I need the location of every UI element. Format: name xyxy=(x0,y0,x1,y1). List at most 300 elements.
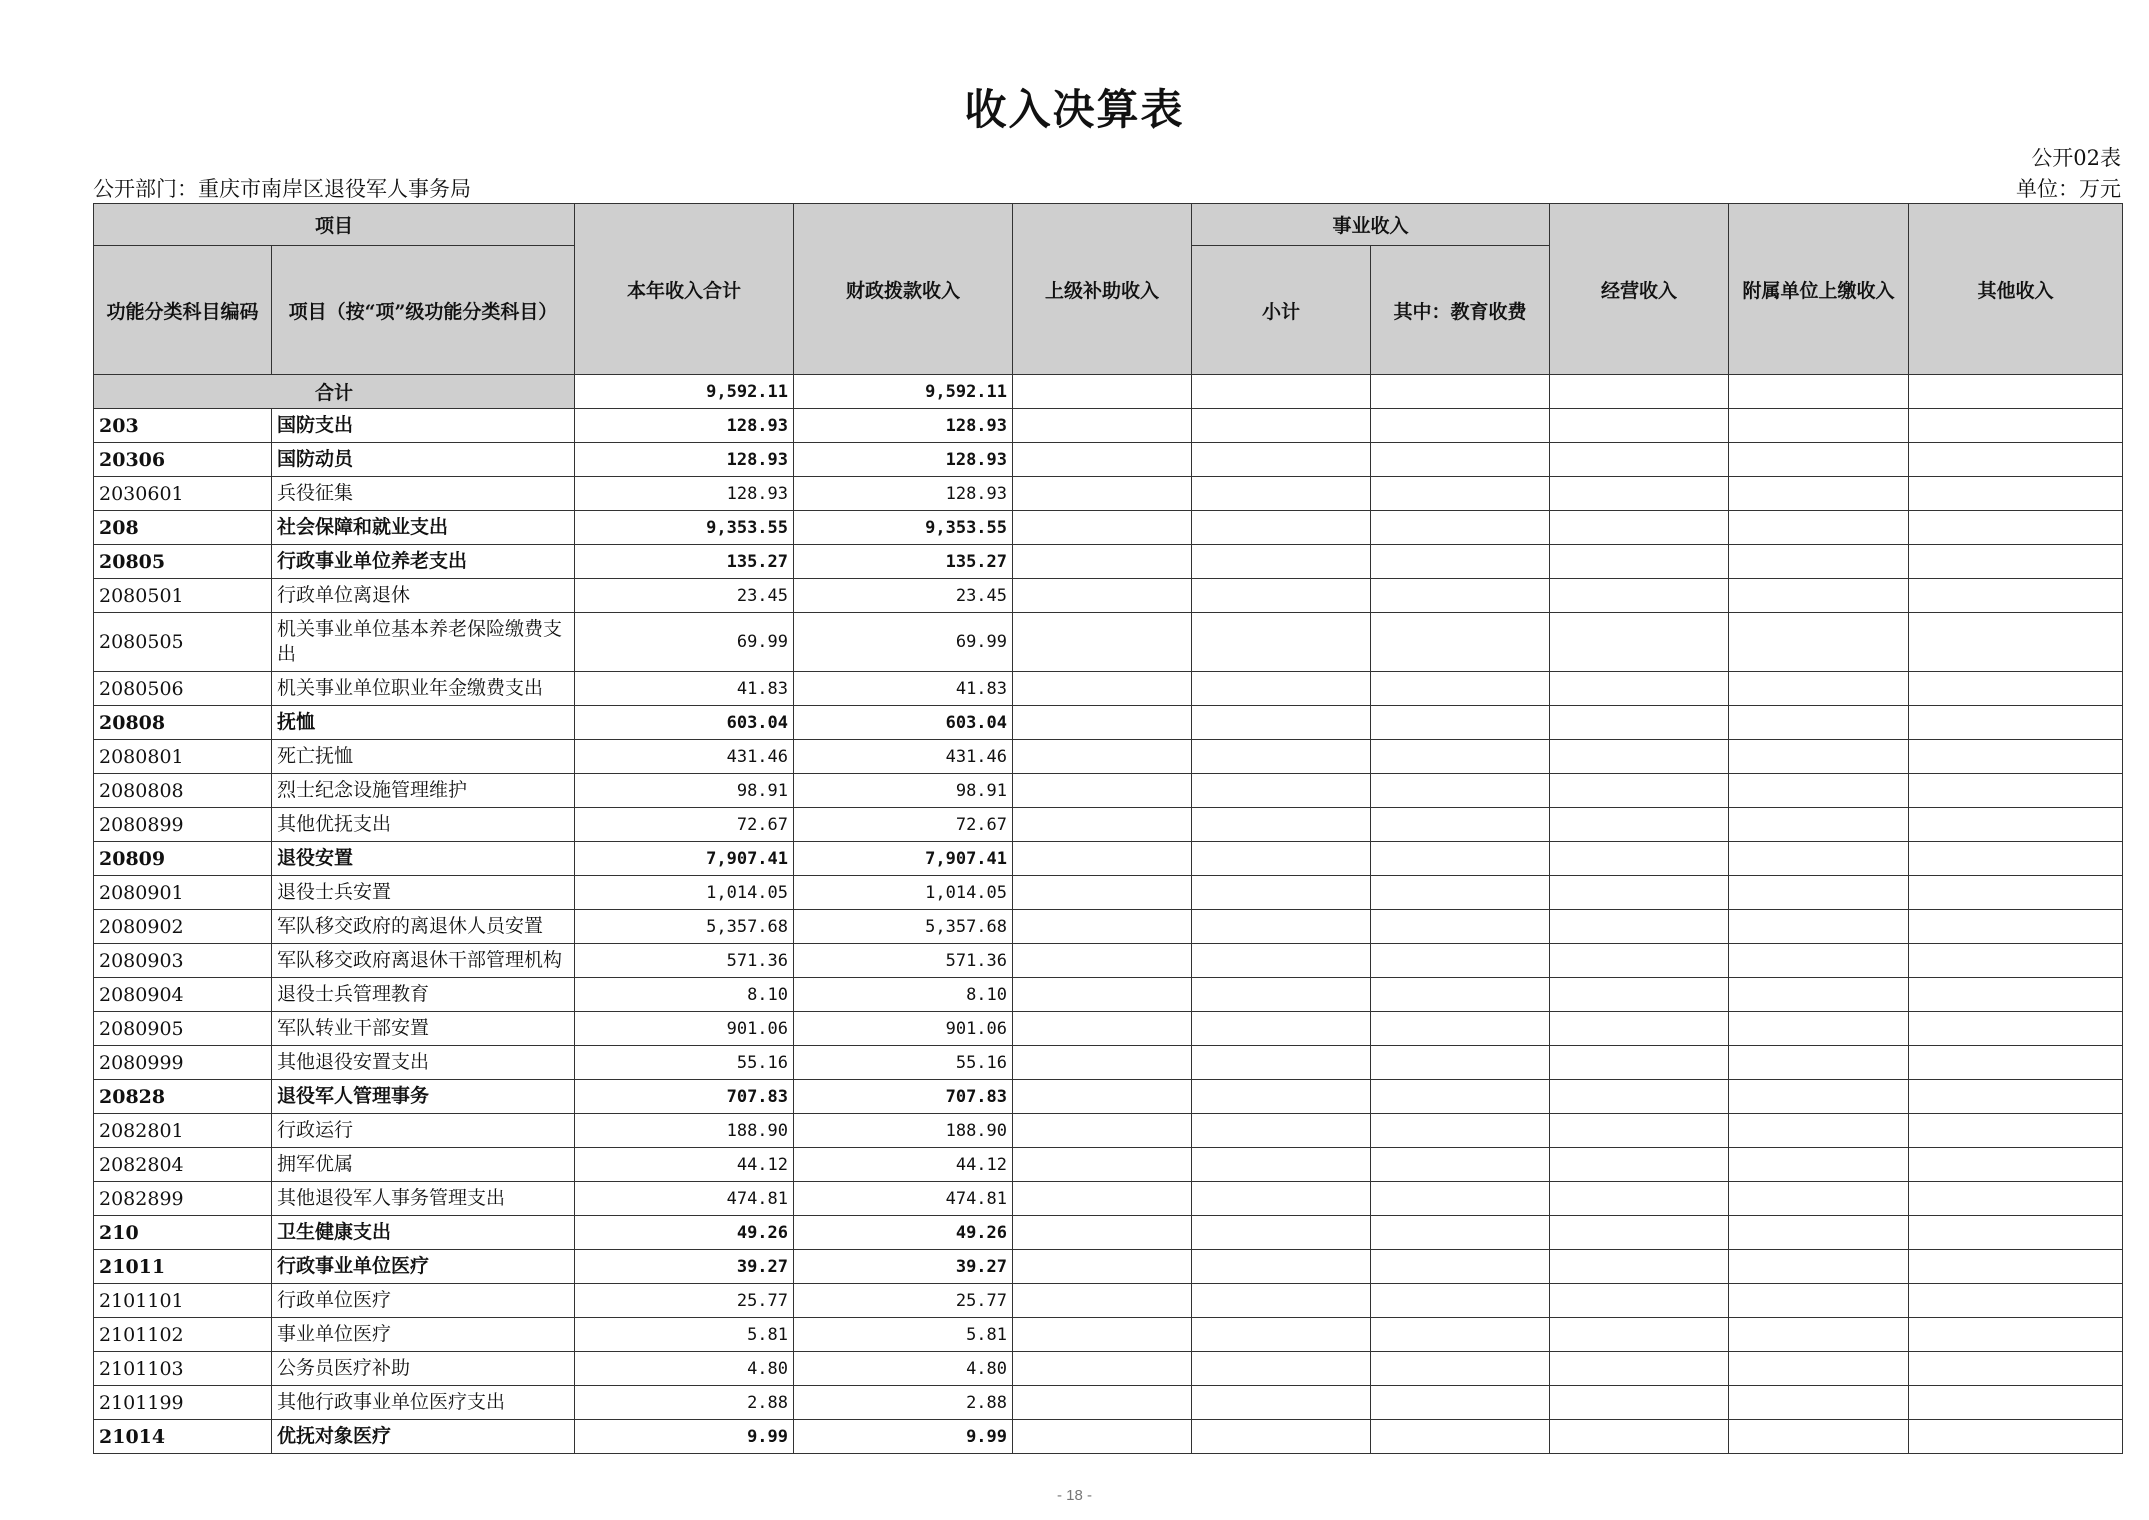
empty-cell xyxy=(1909,944,2123,978)
code-cell: 2080903 xyxy=(94,944,272,978)
table-row xyxy=(94,1012,2123,1046)
table-row xyxy=(94,1318,2123,1352)
name-cell: 军队移交政府的离退休人员安置 xyxy=(272,910,575,944)
code-cell: 2080899 xyxy=(94,808,272,842)
empty-cell xyxy=(1550,774,1729,808)
empty-cell xyxy=(1729,672,1909,706)
empty-cell xyxy=(1192,1284,1371,1318)
fiscal-income-cell: 25.77 xyxy=(794,1284,1013,1318)
empty-cell xyxy=(1909,1318,2123,1352)
empty-cell xyxy=(1192,545,1371,579)
header-other: 其他收入 xyxy=(1909,204,2123,375)
empty-cell xyxy=(1550,1250,1729,1284)
empty-cell xyxy=(1013,1080,1192,1114)
code-cell: 2080501 xyxy=(94,579,272,613)
empty-cell xyxy=(1371,876,1550,910)
table-row xyxy=(94,1250,2123,1284)
empty-cell xyxy=(1909,613,2123,672)
empty-cell xyxy=(1371,944,1550,978)
empty-cell xyxy=(1371,579,1550,613)
empty-cell xyxy=(1550,409,1729,443)
total-income-cell: 23.45 xyxy=(575,579,794,613)
empty-cell xyxy=(1550,545,1729,579)
empty-cell xyxy=(1909,808,2123,842)
empty-cell xyxy=(1550,579,1729,613)
empty-cell xyxy=(1013,1386,1192,1420)
fiscal-income-cell: 571.36 xyxy=(794,944,1013,978)
table-row xyxy=(94,545,2123,579)
empty-cell xyxy=(1909,978,2123,1012)
fiscal-income-cell: 128.93 xyxy=(794,443,1013,477)
empty-cell xyxy=(1013,477,1192,511)
name-cell: 卫生健康支出 xyxy=(272,1216,575,1250)
table-row xyxy=(94,1046,2123,1080)
empty-cell xyxy=(1909,672,2123,706)
table-row xyxy=(94,672,2123,706)
name-cell: 死亡抚恤 xyxy=(272,740,575,774)
name-cell: 优抚对象医疗 xyxy=(272,1420,575,1454)
table-row xyxy=(94,944,2123,978)
name-cell: 其他退役军人事务管理支出 xyxy=(272,1182,575,1216)
empty-cell xyxy=(1192,740,1371,774)
total-income-cell: 55.16 xyxy=(575,1046,794,1080)
empty-cell xyxy=(1013,1352,1192,1386)
unit-label: 单位：万元 xyxy=(2016,177,2121,201)
empty-cell xyxy=(1192,477,1371,511)
empty-cell xyxy=(1371,1420,1550,1454)
empty-cell xyxy=(1909,842,2123,876)
table-row xyxy=(94,409,2123,443)
empty-cell xyxy=(1371,477,1550,511)
empty-cell xyxy=(1729,613,1909,672)
total-income-cell: 98.91 xyxy=(575,774,794,808)
total-income-cell: 474.81 xyxy=(575,1182,794,1216)
total-income-cell: 188.90 xyxy=(575,1114,794,1148)
total-income-cell: 901.06 xyxy=(575,1012,794,1046)
table-row xyxy=(94,1284,2123,1318)
code-cell: 2080808 xyxy=(94,774,272,808)
header-business-group: 事业收入 xyxy=(1192,204,1550,246)
empty-cell xyxy=(1909,1352,2123,1386)
empty-cell xyxy=(1192,613,1371,672)
page-title: 收入决算表 xyxy=(964,85,1185,134)
header-education: 其中：教育收费 xyxy=(1371,246,1550,375)
empty-cell xyxy=(1013,579,1192,613)
total-income-cell: 603.04 xyxy=(575,706,794,740)
name-cell: 行政事业单位医疗 xyxy=(272,1250,575,1284)
total-income-cell: 9,353.55 xyxy=(575,511,794,545)
empty-cell xyxy=(1550,808,1729,842)
table-row xyxy=(94,706,2123,740)
empty-cell xyxy=(1013,443,1192,477)
total-income-cell: 7,907.41 xyxy=(575,842,794,876)
name-cell: 行政事业单位养老支出 xyxy=(272,545,575,579)
empty-cell xyxy=(1729,842,1909,876)
empty-cell xyxy=(1729,944,1909,978)
table-row xyxy=(94,579,2123,613)
total-income-cell: 9,592.11 xyxy=(575,375,794,409)
header-subtotal: 小计 xyxy=(1192,246,1371,375)
empty-cell xyxy=(1013,409,1192,443)
total-income-cell: 69.99 xyxy=(575,613,794,672)
empty-cell xyxy=(1909,1046,2123,1080)
name-cell: 烈士纪念设施管理维护 xyxy=(272,774,575,808)
total-income-cell: 2.88 xyxy=(575,1386,794,1420)
empty-cell xyxy=(1550,1386,1729,1420)
name-cell: 其他行政事业单位医疗支出 xyxy=(272,1386,575,1420)
empty-cell xyxy=(1192,1080,1371,1114)
total-income-cell: 8.10 xyxy=(575,978,794,1012)
empty-cell xyxy=(1909,774,2123,808)
empty-cell xyxy=(1909,1012,2123,1046)
empty-cell xyxy=(1729,978,1909,1012)
code-cell: 2101101 xyxy=(94,1284,272,1318)
empty-cell xyxy=(1550,375,1729,409)
empty-cell xyxy=(1192,910,1371,944)
name-cell: 退役士兵管理教育 xyxy=(272,978,575,1012)
empty-cell xyxy=(1729,1420,1909,1454)
empty-cell xyxy=(1550,1216,1729,1250)
empty-cell xyxy=(1013,1420,1192,1454)
empty-cell xyxy=(1729,876,1909,910)
empty-cell xyxy=(1371,1318,1550,1352)
empty-cell xyxy=(1192,1386,1371,1420)
name-cell: 公务员医疗补助 xyxy=(272,1352,575,1386)
empty-cell xyxy=(1729,808,1909,842)
empty-cell xyxy=(1909,1420,2123,1454)
empty-cell xyxy=(1909,910,2123,944)
fiscal-income-cell: 128.93 xyxy=(794,409,1013,443)
empty-cell xyxy=(1729,1114,1909,1148)
empty-cell xyxy=(1909,477,2123,511)
code-cell: 2082801 xyxy=(94,1114,272,1148)
fiscal-income-cell: 98.91 xyxy=(794,774,1013,808)
empty-cell xyxy=(1192,409,1371,443)
empty-cell xyxy=(1729,443,1909,477)
empty-cell xyxy=(1729,1216,1909,1250)
code-cell: 2082899 xyxy=(94,1182,272,1216)
empty-cell xyxy=(1371,1182,1550,1216)
empty-cell xyxy=(1192,876,1371,910)
name-cell: 机关事业单位基本养老保险缴费支出 xyxy=(272,613,575,672)
name-cell: 其他优抚支出 xyxy=(272,808,575,842)
empty-cell xyxy=(1371,375,1550,409)
empty-cell xyxy=(1013,774,1192,808)
empty-cell xyxy=(1729,1250,1909,1284)
empty-cell xyxy=(1192,1216,1371,1250)
total-row xyxy=(94,375,2123,409)
empty-cell xyxy=(1371,613,1550,672)
empty-cell xyxy=(1192,1148,1371,1182)
empty-cell xyxy=(1371,1352,1550,1386)
empty-cell xyxy=(1013,375,1192,409)
header-func-code: 功能分类科目编码 xyxy=(94,246,272,375)
empty-cell xyxy=(1371,774,1550,808)
empty-cell xyxy=(1013,944,1192,978)
fiscal-income-cell: 5,357.68 xyxy=(794,910,1013,944)
empty-cell xyxy=(1550,613,1729,672)
empty-cell xyxy=(1550,1012,1729,1046)
empty-cell xyxy=(1909,1114,2123,1148)
empty-cell xyxy=(1729,1080,1909,1114)
fiscal-income-cell: 2.88 xyxy=(794,1386,1013,1420)
total-income-cell: 4.80 xyxy=(575,1352,794,1386)
empty-cell xyxy=(1550,511,1729,545)
empty-cell xyxy=(1013,740,1192,774)
empty-cell xyxy=(1013,1182,1192,1216)
fiscal-income-cell: 8.10 xyxy=(794,978,1013,1012)
empty-cell xyxy=(1013,1046,1192,1080)
code-cell: 210 xyxy=(94,1216,272,1250)
empty-cell xyxy=(1013,1148,1192,1182)
empty-cell xyxy=(1550,1182,1729,1216)
name-cell: 退役安置 xyxy=(272,842,575,876)
code-cell: 2080505 xyxy=(94,613,272,672)
empty-cell xyxy=(1192,1046,1371,1080)
department-label: 公开部门：重庆市南岸区退役军人事务局 xyxy=(93,177,471,201)
empty-cell xyxy=(1013,613,1192,672)
total-income-cell: 571.36 xyxy=(575,944,794,978)
page-number: - 18 - xyxy=(1056,1487,1092,1504)
name-cell: 拥军优属 xyxy=(272,1148,575,1182)
empty-cell xyxy=(1550,1046,1729,1080)
name-cell: 军队转业干部安置 xyxy=(272,1012,575,1046)
empty-cell xyxy=(1192,1352,1371,1386)
empty-cell xyxy=(1013,545,1192,579)
table-row xyxy=(94,1216,2123,1250)
empty-cell xyxy=(1550,706,1729,740)
empty-cell xyxy=(1550,1284,1729,1318)
fiscal-income-cell: 55.16 xyxy=(794,1046,1013,1080)
fiscal-income-cell: 431.46 xyxy=(794,740,1013,774)
table-row xyxy=(94,1080,2123,1114)
code-cell: 20805 xyxy=(94,545,272,579)
empty-cell xyxy=(1192,944,1371,978)
total-income-cell: 41.83 xyxy=(575,672,794,706)
empty-cell xyxy=(1909,443,2123,477)
total-income-cell: 5,357.68 xyxy=(575,910,794,944)
empty-cell xyxy=(1909,740,2123,774)
empty-cell xyxy=(1371,1046,1550,1080)
total-income-cell: 39.27 xyxy=(575,1250,794,1284)
fiscal-income-cell: 72.67 xyxy=(794,808,1013,842)
name-cell: 事业单位医疗 xyxy=(272,1318,575,1352)
empty-cell xyxy=(1909,1216,2123,1250)
empty-cell xyxy=(1550,1318,1729,1352)
empty-cell xyxy=(1550,910,1729,944)
fiscal-income-cell: 4.80 xyxy=(794,1352,1013,1386)
empty-cell xyxy=(1371,842,1550,876)
code-cell: 2080999 xyxy=(94,1046,272,1080)
code-cell: 2080801 xyxy=(94,740,272,774)
code-cell: 2080905 xyxy=(94,1012,272,1046)
empty-cell xyxy=(1192,1182,1371,1216)
fiscal-income-cell: 44.12 xyxy=(794,1148,1013,1182)
empty-cell xyxy=(1550,740,1729,774)
empty-cell xyxy=(1550,1148,1729,1182)
empty-cell xyxy=(1371,1250,1550,1284)
empty-cell xyxy=(1192,1420,1371,1454)
header-total: 本年收入合计 xyxy=(575,204,794,375)
fiscal-income-cell: 474.81 xyxy=(794,1182,1013,1216)
name-cell: 行政单位医疗 xyxy=(272,1284,575,1318)
table-row xyxy=(94,1148,2123,1182)
empty-cell xyxy=(1192,706,1371,740)
table-row xyxy=(94,1182,2123,1216)
code-cell: 2030601 xyxy=(94,477,272,511)
empty-cell xyxy=(1550,1080,1729,1114)
code-cell: 20808 xyxy=(94,706,272,740)
empty-cell xyxy=(1371,1216,1550,1250)
total-income-cell: 128.93 xyxy=(575,443,794,477)
empty-cell xyxy=(1371,1284,1550,1318)
table-row xyxy=(94,842,2123,876)
empty-cell xyxy=(1371,1148,1550,1182)
empty-cell xyxy=(1192,1318,1371,1352)
empty-cell xyxy=(1192,1114,1371,1148)
total-income-cell: 9.99 xyxy=(575,1420,794,1454)
name-cell: 行政运行 xyxy=(272,1114,575,1148)
name-cell: 行政单位离退休 xyxy=(272,579,575,613)
empty-cell xyxy=(1371,740,1550,774)
table-row xyxy=(94,910,2123,944)
empty-cell xyxy=(1371,1080,1550,1114)
empty-cell xyxy=(1550,1114,1729,1148)
total-income-cell: 5.81 xyxy=(575,1318,794,1352)
total-income-cell: 135.27 xyxy=(575,545,794,579)
fiscal-income-cell: 69.99 xyxy=(794,613,1013,672)
empty-cell xyxy=(1909,1386,2123,1420)
empty-cell xyxy=(1192,375,1371,409)
form-number: 公开02表 xyxy=(2031,146,2121,170)
empty-cell xyxy=(1192,978,1371,1012)
code-cell: 2101103 xyxy=(94,1352,272,1386)
empty-cell xyxy=(1013,511,1192,545)
empty-cell xyxy=(1192,1250,1371,1284)
code-cell: 208 xyxy=(94,511,272,545)
fiscal-income-cell: 135.27 xyxy=(794,545,1013,579)
empty-cell xyxy=(1729,910,1909,944)
code-cell: 20809 xyxy=(94,842,272,876)
total-income-cell: 128.93 xyxy=(575,409,794,443)
name-cell: 退役士兵安置 xyxy=(272,876,575,910)
empty-cell xyxy=(1729,1318,1909,1352)
total-income-cell: 49.26 xyxy=(575,1216,794,1250)
empty-cell xyxy=(1729,706,1909,740)
empty-cell xyxy=(1013,1114,1192,1148)
empty-cell xyxy=(1729,477,1909,511)
empty-cell xyxy=(1371,545,1550,579)
total-label: 合计 xyxy=(94,375,575,409)
empty-cell xyxy=(1371,409,1550,443)
header-affiliated: 附属单位上缴收入 xyxy=(1729,204,1909,375)
code-cell: 20306 xyxy=(94,443,272,477)
table-row xyxy=(94,1114,2123,1148)
name-cell: 军队移交政府离退休干部管理机构 xyxy=(272,944,575,978)
name-cell: 退役军人管理事务 xyxy=(272,1080,575,1114)
name-cell: 抚恤 xyxy=(272,706,575,740)
empty-cell xyxy=(1371,978,1550,1012)
empty-cell xyxy=(1192,511,1371,545)
empty-cell xyxy=(1371,672,1550,706)
empty-cell xyxy=(1729,1284,1909,1318)
empty-cell xyxy=(1192,672,1371,706)
empty-cell xyxy=(1909,1148,2123,1182)
empty-cell xyxy=(1371,511,1550,545)
code-cell: 2101199 xyxy=(94,1386,272,1420)
fiscal-income-cell: 9.99 xyxy=(794,1420,1013,1454)
total-income-cell: 1,014.05 xyxy=(575,876,794,910)
empty-cell xyxy=(1013,876,1192,910)
empty-cell xyxy=(1909,1182,2123,1216)
empty-cell xyxy=(1729,740,1909,774)
header-item-group: 项目 xyxy=(94,204,575,246)
name-cell: 国防动员 xyxy=(272,443,575,477)
empty-cell xyxy=(1013,706,1192,740)
code-cell: 203 xyxy=(94,409,272,443)
code-cell: 2080506 xyxy=(94,672,272,706)
table-row xyxy=(94,477,2123,511)
empty-cell xyxy=(1729,511,1909,545)
fiscal-income-cell: 9,353.55 xyxy=(794,511,1013,545)
total-income-cell: 72.67 xyxy=(575,808,794,842)
header-item-name: 项目（按“项”级功能分类科目） xyxy=(272,246,575,375)
empty-cell xyxy=(1371,808,1550,842)
table-row xyxy=(94,1420,2123,1454)
empty-cell xyxy=(1013,672,1192,706)
code-cell: 2101102 xyxy=(94,1318,272,1352)
table-row xyxy=(94,511,2123,545)
fiscal-income-cell: 603.04 xyxy=(794,706,1013,740)
code-cell: 2080902 xyxy=(94,910,272,944)
table-row xyxy=(94,808,2123,842)
empty-cell xyxy=(1729,1148,1909,1182)
empty-cell xyxy=(1729,1352,1909,1386)
empty-cell xyxy=(1550,672,1729,706)
empty-cell xyxy=(1550,1420,1729,1454)
header-operating: 经营收入 xyxy=(1550,204,1729,375)
total-income-cell: 44.12 xyxy=(575,1148,794,1182)
name-cell: 兵役征集 xyxy=(272,477,575,511)
empty-cell xyxy=(1909,876,2123,910)
empty-cell xyxy=(1909,511,2123,545)
empty-cell xyxy=(1550,477,1729,511)
empty-cell xyxy=(1550,944,1729,978)
empty-cell xyxy=(1192,808,1371,842)
table-row xyxy=(94,740,2123,774)
empty-cell xyxy=(1909,1284,2123,1318)
fiscal-income-cell: 707.83 xyxy=(794,1080,1013,1114)
empty-cell xyxy=(1550,876,1729,910)
table-row xyxy=(94,1352,2123,1386)
empty-cell xyxy=(1550,1352,1729,1386)
empty-cell xyxy=(1909,409,2123,443)
fiscal-income-cell: 5.81 xyxy=(794,1318,1013,1352)
fiscal-income-cell: 7,907.41 xyxy=(794,842,1013,876)
empty-cell xyxy=(1909,1080,2123,1114)
total-income-cell: 25.77 xyxy=(575,1284,794,1318)
empty-cell xyxy=(1371,1386,1550,1420)
empty-cell xyxy=(1013,1012,1192,1046)
fiscal-income-cell: 128.93 xyxy=(794,477,1013,511)
empty-cell xyxy=(1192,1012,1371,1046)
empty-cell xyxy=(1909,375,2123,409)
empty-cell xyxy=(1013,1284,1192,1318)
empty-cell xyxy=(1729,1386,1909,1420)
code-cell: 2082804 xyxy=(94,1148,272,1182)
fiscal-income-cell: 1,014.05 xyxy=(794,876,1013,910)
empty-cell xyxy=(1371,1114,1550,1148)
